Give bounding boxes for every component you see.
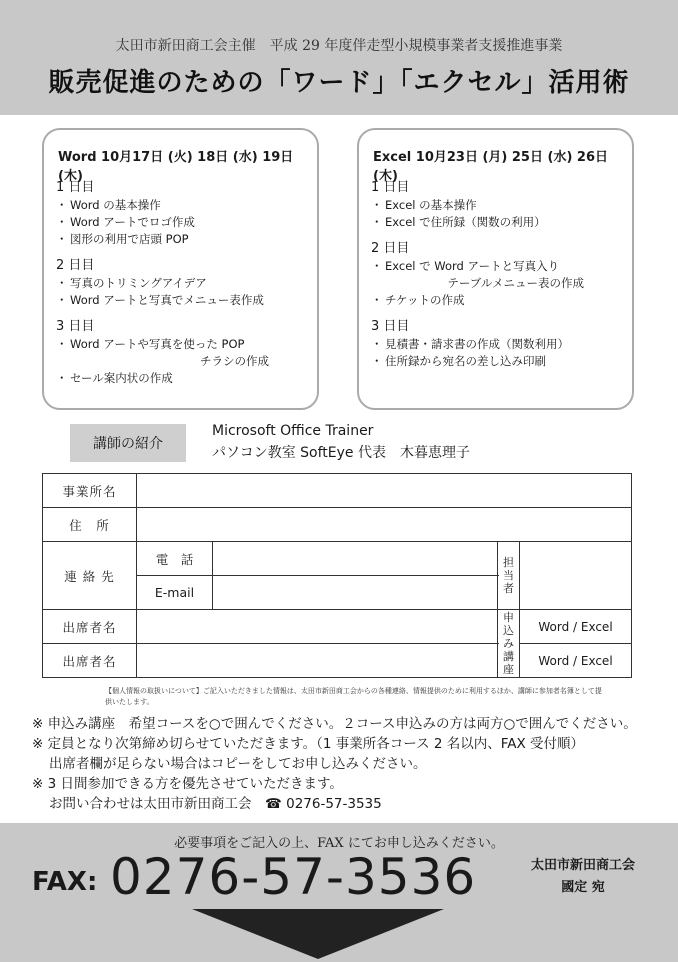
instructor-title: Microsoft Office Trainer [212,423,374,439]
addressee-org: 太田市新田商工会 [530,858,635,873]
person-in-charge-field[interactable] [520,542,632,610]
address-label: 住 所 [43,508,137,542]
excel-day2 [371,239,624,309]
address-field[interactable] [137,508,632,542]
note-line: ※ 申込み講座 希望コースを○で囲んでください。２コース申込みの方は両方○で囲んでください。 [32,716,637,732]
note-line: ※ 3 日間参加できる方を優先させていただきます。 [32,776,343,792]
phone-label: 電 話 [137,542,213,576]
day-label: 3 日目 [371,319,410,334]
list-item: ・ セール案内状の作成 [56,370,309,387]
list-item: ・ Word の基本操作 [56,197,309,214]
day-label: 1 日目 [371,180,410,195]
notes [32,714,637,814]
list-item: ・ Excel で Word アートと写真入り [371,258,624,275]
page-title: 販売促進のための「ワード」「エクセル」活用術 [48,68,630,98]
instructor-label: 講師の紹介 [70,424,186,462]
attendee-field-2[interactable] [137,644,498,678]
contact-label: 連 絡 先 [43,542,137,610]
day-label: 3 日目 [56,319,95,334]
list-item: ・ Word アートや写真を使った POP [56,336,309,353]
fax-number: 0276-57-3536 [110,848,477,906]
excel-day3 [371,317,624,370]
excel-course-heading: Excel 10月23日 (月) 25日 (水) 26日 (木) [373,150,609,184]
course-option-2[interactable]: Word / Excel [520,644,632,678]
word-course-heading: Word 10月17日 (火) 18日 (水) 19日 (木) [58,150,294,184]
addressee [518,855,648,899]
phone-field[interactable] [213,542,498,576]
business-name-field[interactable] [137,474,632,508]
business-name-label: 事業所名 [43,474,137,508]
note-line: ※ 定員となり次第締め切らせていただきます。（1 事業所各コース 2 名以内、FAX 受付順） [32,736,585,752]
attendee-label-1: 出席者名 [43,610,137,644]
attendee-field-1[interactable] [137,610,498,644]
application-form [42,473,632,678]
word-day2 [56,256,309,309]
list-item: ・ Excel で住所録（関数の利用） [371,214,624,231]
course-option-1[interactable]: Word / Excel [520,610,632,644]
course-select-label: 申込み講座 [498,610,520,678]
list-item: ・ チケットの作成 [371,292,624,309]
email-field[interactable] [213,576,498,610]
day-label: 1 日目 [56,180,95,195]
contact-line: お問い合わせは太田市新田商工会 ☎ 0276-57-3535 [49,796,382,812]
list-item: ・ 見積書・請求書の作成（関数利用） [371,336,624,353]
excel-day1 [371,178,624,231]
down-arrow-icon [192,909,444,959]
list-item: ・ Word アートと写真でメニュー表作成 [56,292,309,309]
note-line: 出席者欄が足らない場合はコピーをしてお申し込みください。 [49,756,427,772]
list-item: ・ Word アートでロゴ作成 [56,214,309,231]
day-label: 2 日目 [371,241,410,256]
instructor-name: パソコン教室 SoftEye 代表 木暮恵理子 [212,445,470,461]
word-day3 [56,317,309,387]
footer-band [0,823,678,962]
list-item-continuation: チラシの作成 [200,354,269,368]
list-item: ・ 写真のトリミングアイデア [56,275,309,292]
list-item-continuation: テーブルメニュー表の作成 [447,276,584,290]
list-item: ・ Excel の基本操作 [371,197,624,214]
word-day1 [56,178,309,248]
excel-course-box [357,128,634,410]
list-item: ・ 図形の利用で店頭 POP [56,231,309,248]
attendee-label-2: 出席者名 [43,644,137,678]
day-label: 2 日目 [56,258,95,273]
fax-instruction: 必要事項をご記入の上、FAX にてお申し込みください。 [174,836,504,851]
word-course-box [42,128,319,410]
privacy-note: 【個人情報の取扱いについて】ご記入いただきました情報は、太田市新田商工会からの各種連絡、情報提供のために利用するほか、講師に参加者名簿として提供いたします。 [105,687,602,706]
instructor-info [212,420,470,464]
fax-label: FAX: [32,867,98,897]
email-label: E-mail [137,576,213,610]
list-item: ・ 住所録から宛名の差し込み印刷 [371,353,624,370]
header-band [0,0,678,115]
addressee-person: 國定 宛 [561,880,605,895]
person-in-charge-label: 担当者 [498,542,520,610]
header-subtitle: 太田市新田商工会主催 平成 29 年度伴走型小規模事業者支援推進事業 [115,38,563,54]
